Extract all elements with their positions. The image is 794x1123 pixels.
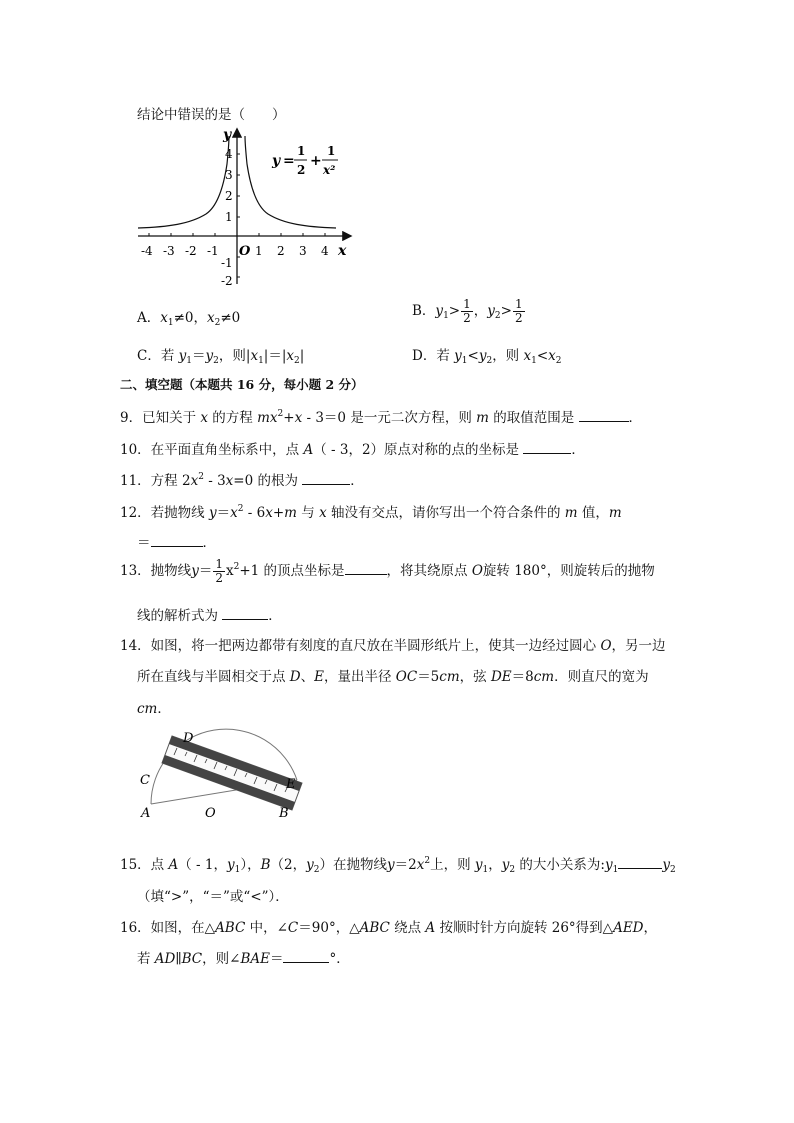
question-15-line2: （填“>”，“＝”或“<”）．: [137, 889, 289, 905]
x-tick-label: -2: [185, 244, 197, 258]
answer-blank[interactable]: [151, 534, 203, 547]
svg-text:1: 1: [327, 144, 336, 158]
question-16-line2: 若 AD∥BC，则∠BAE＝ °．: [137, 951, 350, 967]
section-title-fill-in: 二、填空题（本题共 16 分，每小题 2 分）: [120, 377, 364, 392]
answer-blank[interactable]: [523, 441, 571, 454]
svg-text:+: +: [310, 153, 322, 169]
question-14-line2: 所在直线与半圆相交于点 D、E，量出半径 OC＝5cm，弦 DE＝8cm．则直尺的宽为: [137, 669, 649, 685]
question-9: 9．已知关于 x 的方程 $mx^2+x - 3=0$ 是一元二次方程，则 m 的取值范围是 ．: [120, 409, 643, 426]
answer-blank[interactable]: [222, 607, 268, 620]
question-11: 11．方程 $2x^2 - 3x=0$ 的根为 ．: [120, 472, 364, 489]
answer-blank[interactable]: [579, 409, 629, 422]
q8-option-a[interactable]: A．$x_1\ne 0$，$x_2\ne 0$: [137, 310, 241, 328]
question-13-line1: 13．抛物线y＝ $\frac{1}{2}$ $x^2+1$ 的顶点坐标是 ，将其绕原点 O旋转 180°，则旋转后的抛物: [120, 557, 655, 585]
label-c: C: [140, 773, 150, 788]
q8-option-b[interactable]: B．$y_1>$ $\frac{1}{2}$ ，$y_2>$ $\frac{1}{2}$: [412, 297, 523, 325]
y-axis-label: y: [223, 127, 232, 143]
question-10: 10．在平面直角坐标系中，点 A（ - 3，2）原点对称的点的坐标是 ．: [120, 442, 585, 458]
answer-blank[interactable]: [345, 562, 387, 575]
curve-left-branch: [138, 136, 229, 228]
answer-blank[interactable]: [302, 472, 350, 485]
label-e: E: [286, 777, 296, 792]
x-tick-label: 1: [255, 244, 263, 258]
x-tick-label: 2: [277, 244, 285, 258]
question-16-line1: 16．如图，在△ABC 中，∠C＝90°，△ABC 绕点 A 按顺时针方向旋转 26°得到△AED，: [120, 920, 658, 936]
label-o: O: [205, 806, 216, 821]
q14-ruler-semicircle-figure: [137, 728, 312, 828]
label-a: A: [141, 806, 151, 821]
question-12-line2: ＝ ．: [137, 535, 216, 551]
q8-stem: 结论中错误的是（ ）: [137, 107, 286, 123]
y-tick-label: 3: [225, 168, 233, 182]
svg-text:2: 2: [297, 163, 306, 177]
y-tick-label: -2: [221, 274, 233, 288]
svg-text:=: =: [283, 153, 295, 169]
y-tick-label: 4: [225, 147, 233, 161]
y-tick-label: -1: [221, 256, 233, 270]
x-tick-label: -4: [141, 244, 153, 258]
label-b: B: [279, 806, 289, 821]
x-tick-label: -1: [207, 244, 219, 258]
x-tick-label: 3: [299, 244, 307, 258]
graph-formula: [271, 144, 338, 177]
question-13-line2: 线的解析式为 ．: [137, 608, 282, 624]
x-axis-label: x: [338, 243, 347, 259]
question-12-line1: 12．若抛物线 $y=x^2 - 6x+m$ 与 x 轴没有交点，请你写出一个符合条件的 m 值，m: [120, 504, 622, 521]
answer-blank[interactable]: [283, 950, 329, 963]
curve-right-branch: [245, 136, 336, 228]
origin-label: O: [239, 244, 251, 259]
question-14-line3: cm．: [137, 701, 171, 717]
label-d: D: [183, 731, 194, 746]
q8-function-graph: [128, 124, 368, 289]
y-tick-label: 2: [225, 189, 233, 203]
svg-text:y: y: [272, 153, 281, 169]
x-tick-label: 4: [321, 244, 329, 258]
svg-text:1: 1: [297, 144, 306, 158]
answer-blank[interactable]: [618, 856, 662, 869]
x-tick-label: -3: [163, 244, 175, 258]
svg-text:x²: x²: [323, 163, 336, 177]
question-14-line1: 14．如图，将一把两边都带有刻度的直尺放在半圆形纸片上，使其一边经过圆心 O，另一边: [120, 638, 666, 654]
question-15-line1: 15．点 A（ - 1，$y_1$），B（2，$y_2$）在抛物线$y=2x^2$上，则 $y_1$，$y_2$ 的大小关系为$:y_1$ $y_2$: [120, 856, 676, 875]
q8-option-c[interactable]: C．若 $y_1=y_2$，则$|x_1|=|x_2|$: [137, 348, 305, 366]
q8-option-d[interactable]: D．若 $y_1<y_2$，则 $x_1<x_2$: [412, 348, 562, 366]
y-tick-label: 1: [225, 210, 233, 224]
